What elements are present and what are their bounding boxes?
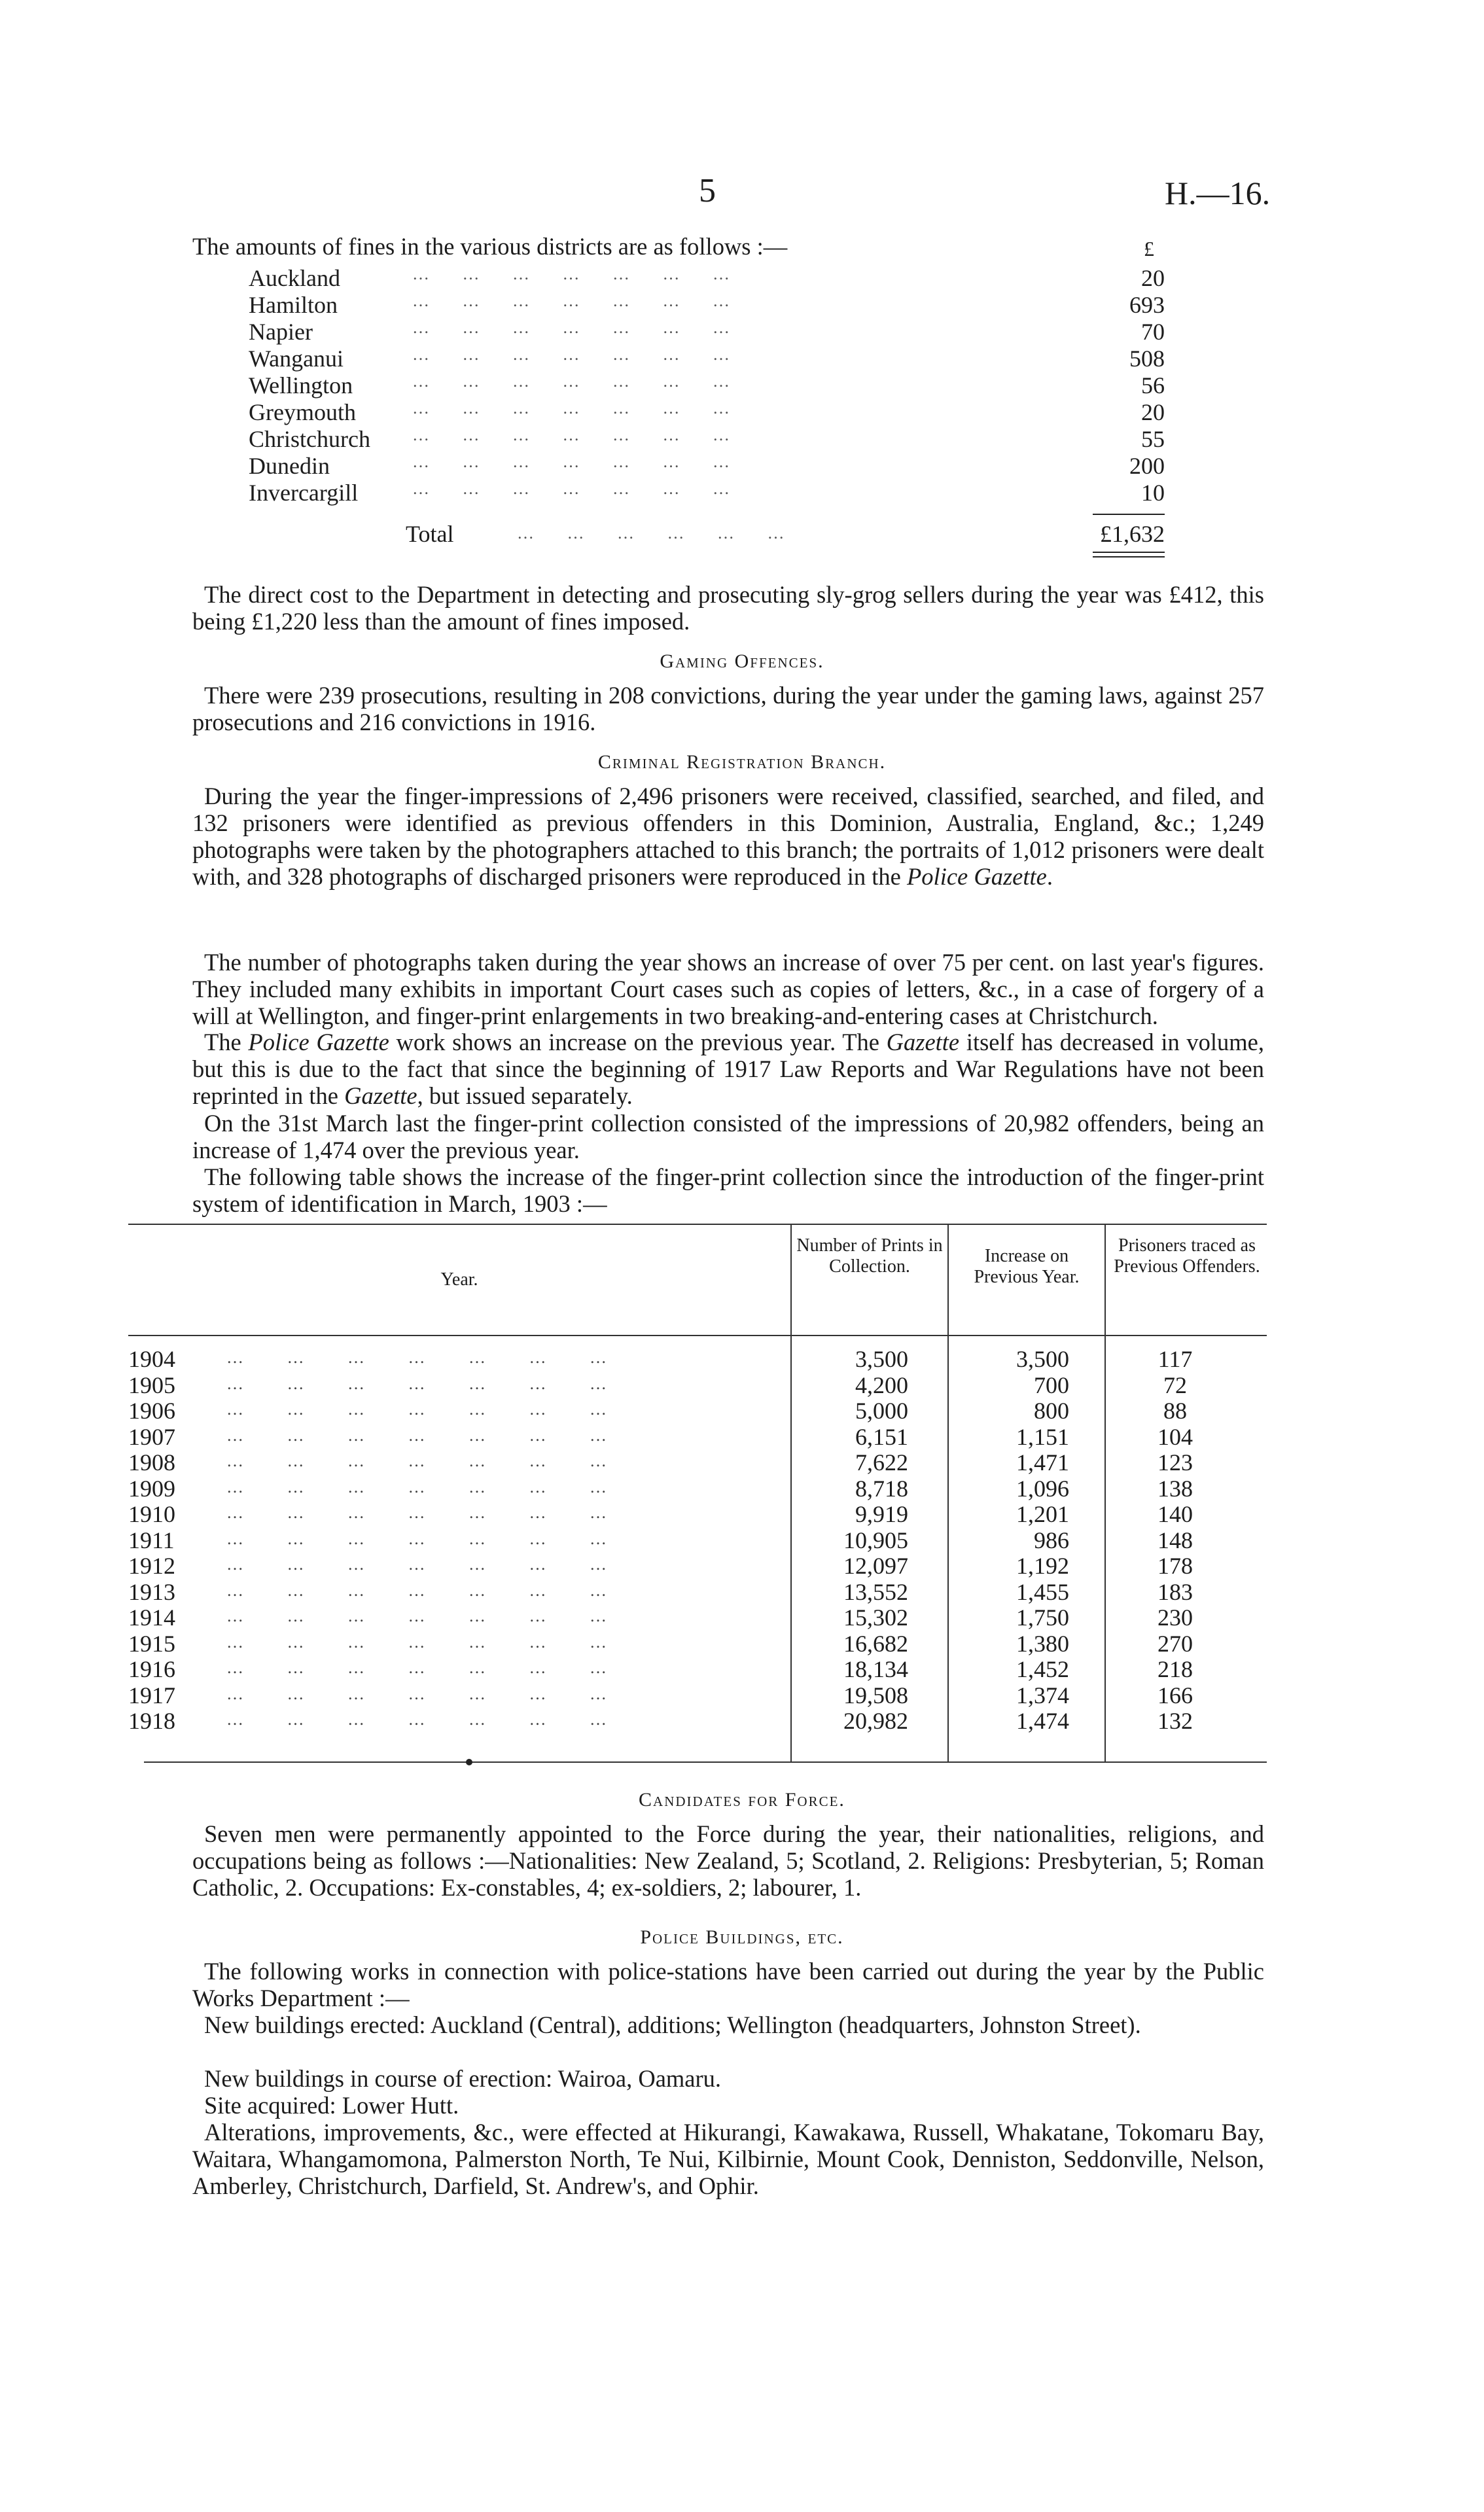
- table-row: [128, 1397, 1267, 1423]
- table-row: [128, 1527, 1267, 1553]
- table-cell-prints: 12,097: [843, 1553, 908, 1579]
- table-row-leader: … … … … … … …: [226, 1400, 626, 1419]
- criminal-paragraph-4: On the 31st March last the finger-print collection consisted of the impressions of 20,982 offenders, being an increase of 1,474 over the previous year.: [192, 1110, 1264, 1163]
- table-cell-increase: 1,750: [1016, 1604, 1069, 1631]
- table-bottom-dot: [466, 1759, 472, 1765]
- fines-row: [249, 345, 1165, 371]
- table-cell-increase: 1,192: [1016, 1553, 1069, 1579]
- table-row-leader: … … … … … … …: [226, 1555, 626, 1574]
- buildings-paragraph-1: The following works in connection with police-stations have been carried out during the year by the Public Works Department :—: [192, 1958, 1264, 2011]
- table-cell-traced: 138: [1157, 1476, 1193, 1502]
- criminal-p3-text-b: work shows an increase on the previous year. The: [389, 1029, 887, 1055]
- table-row: [128, 1345, 1267, 1371]
- fines-total-leader: … … … … … …: [517, 523, 799, 542]
- criminal-p3-text-d: , but issued separately.: [417, 1082, 633, 1109]
- table-cell-increase: 1,471: [1016, 1449, 1069, 1476]
- table-cell-year: 1904: [128, 1346, 175, 1372]
- fines-row: [249, 318, 1165, 344]
- table-row-leader: … … … … … … …: [226, 1503, 626, 1522]
- total-rule-bottom-1: [1093, 552, 1165, 553]
- table-cell-traced: 230: [1157, 1604, 1193, 1631]
- table-cell-traced: 183: [1157, 1579, 1193, 1605]
- table-cell-increase: 3,500: [1016, 1346, 1069, 1372]
- criminal-p3-text-a: The: [204, 1029, 249, 1055]
- table-cell-year: 1918: [128, 1708, 175, 1734]
- fines-leader: … … … … … … …: [412, 372, 744, 391]
- table-cell-traced: 72: [1163, 1372, 1187, 1398]
- table-cell-increase: 1,455: [1016, 1579, 1069, 1605]
- table-cell-traced: 178: [1157, 1553, 1193, 1579]
- fines-district: Greymouth: [249, 399, 356, 425]
- buildings-paragraph-5: Alterations, improvements, &c., were effected at Hikurangi, Kawakawa, Russell, Whakatane, Tokomaru Bay, Waitara, Whangamomona, Palmerston North, Te Nui, Kilbirnie, Mount Cook, Denniston, Seddonville, Nelson, Amberley, Christchurch, Darfield, St. Andrew's, and Ophir.: [192, 2119, 1264, 2199]
- table-cell-year: 1917: [128, 1682, 175, 1708]
- table-header-rule: [128, 1335, 1267, 1336]
- fines-row: [249, 291, 1165, 317]
- table-cell-prints: 9,919: [855, 1501, 908, 1527]
- fines-row: [249, 264, 1165, 291]
- table-row: [128, 1552, 1267, 1578]
- table-cell-increase: 1,201: [1016, 1501, 1069, 1527]
- table-bottom-rule: [144, 1761, 1267, 1763]
- table-cell-traced: 270: [1157, 1631, 1193, 1657]
- table-row: [128, 1707, 1267, 1733]
- table-cell-increase: 1,374: [1016, 1682, 1069, 1708]
- fines-leader: … … … … … … …: [412, 318, 744, 337]
- table-row: [128, 1371, 1267, 1398]
- table-cell-prints: 15,302: [843, 1604, 908, 1631]
- fines-amount: 56: [1141, 372, 1165, 398]
- buildings-paragraph-4: Site acquired: Lower Hutt.: [204, 2092, 459, 2119]
- table-header-increase: Increase on Previous Year.: [974, 1246, 1080, 1287]
- fines-leader: … … … … … … …: [412, 264, 744, 283]
- fines-row: [249, 398, 1165, 425]
- fines-amount: 200: [1129, 453, 1165, 479]
- fines-row: [249, 425, 1165, 451]
- fines-leader: … … … … … … …: [412, 452, 744, 471]
- fines-total-label: Total: [406, 521, 454, 547]
- table-cell-prints: 4,200: [855, 1372, 908, 1398]
- table-cell-traced: 218: [1157, 1656, 1193, 1682]
- currency-label: £: [1144, 237, 1154, 260]
- table-row-leader: … … … … … … …: [226, 1451, 626, 1470]
- table-row-leader: … … … … … … …: [226, 1348, 626, 1367]
- criminal-p3-gazette: Gazette: [886, 1029, 960, 1055]
- table-cell-increase: 986: [1034, 1527, 1069, 1553]
- table-row-leader: … … … … … … …: [226, 1529, 626, 1548]
- table-row: [128, 1500, 1267, 1527]
- table-cell-prints: 18,134: [843, 1656, 908, 1682]
- table-cell-year: 1906: [128, 1398, 175, 1424]
- table-cell-traced: 88: [1163, 1398, 1187, 1424]
- table-cell-traced: 166: [1157, 1682, 1193, 1708]
- fines-amount: 55: [1141, 426, 1165, 452]
- table-cell-prints: 5,000: [855, 1398, 908, 1424]
- criminal-p1-text-b: .: [1046, 863, 1053, 890]
- table-header-year: Year.: [440, 1269, 478, 1290]
- document-reference: H.—16.: [1165, 175, 1271, 211]
- gaming-offences-heading: Gaming Offences.: [660, 650, 824, 672]
- table-row: [128, 1682, 1267, 1708]
- criminal-p1-text-a: During the year the finger-impressions of 2,496 prisoners were received, classified, searched, and filed, and 132 prisoners were identified as previous offenders in this Dominion, Australia, England, &c.; 1,249 photographs were taken by the photographers attached to this branch; the portraits of 1,012 prisoners were dealt with, and 328 photographs of discharged prisoners were reproduced in the: [192, 783, 1264, 890]
- criminal-paragraph-5: The following table shows the increase of the finger-print collection since the introduction of the finger-print system of identification in March, 1903 :—: [192, 1163, 1264, 1217]
- table-cell-increase: 1,096: [1016, 1476, 1069, 1502]
- criminal-p3-police-gazette: Police Gazette: [248, 1029, 389, 1055]
- table-cell-year: 1914: [128, 1604, 175, 1631]
- table-row: [128, 1604, 1267, 1630]
- police-buildings-heading: Police Buildings, etc.: [640, 1926, 844, 1948]
- table-cell-increase: 700: [1034, 1372, 1069, 1398]
- fines-district: Dunedin: [249, 453, 330, 479]
- fines-leader: … … … … … … …: [412, 479, 744, 498]
- fines-row: [249, 452, 1165, 478]
- table-cell-prints: 20,982: [843, 1708, 908, 1734]
- fines-leader: … … … … … … …: [412, 398, 744, 417]
- fines-amount: 20: [1141, 265, 1165, 291]
- table-cell-year: 1908: [128, 1449, 175, 1476]
- criminal-p3-gazette-2: Gazette: [344, 1082, 417, 1109]
- criminal-paragraph-1: [192, 783, 1264, 890]
- table-cell-increase: 1,474: [1016, 1708, 1069, 1734]
- table-row: [128, 1423, 1267, 1449]
- table-row-leader: … … … … … … …: [226, 1633, 626, 1652]
- table-cell-year: 1905: [128, 1372, 175, 1398]
- fines-district: Wanganui: [249, 345, 344, 372]
- table-cell-prints: 3,500: [855, 1346, 908, 1372]
- table-row-leader: … … … … … … …: [226, 1684, 626, 1703]
- table-cell-traced: 148: [1157, 1527, 1193, 1553]
- fines-amount: 508: [1129, 345, 1165, 372]
- table-cell-traced: 132: [1157, 1708, 1193, 1734]
- table-cell-traced: 140: [1157, 1501, 1193, 1527]
- fines-row: [249, 479, 1165, 505]
- table-row-leader: … … … … … … …: [226, 1710, 626, 1729]
- table-cell-increase: 1,151: [1016, 1424, 1069, 1450]
- table-row: [128, 1449, 1267, 1475]
- direct-cost-paragraph: The direct cost to the Department in detecting and prosecuting sly-grog sellers during the year was £412, this being £1,220 less than the amount of fines imposed.: [192, 581, 1264, 635]
- fines-total-amount: £1,632: [1100, 521, 1165, 547]
- table-row-leader: … … … … … … …: [226, 1658, 626, 1677]
- criminal-paragraph-2: The number of photographs taken during the year shows an increase of over 75 per cent. on last year's figures. They included many exhibits in important Court cases such as copies of letters, &c., in a case of forgery of a will at Wellington, and finger-print enlargements in two breaking-and-entering cases at Christchurch.: [192, 949, 1264, 1029]
- buildings-paragraph-2: New buildings erected: Auckland (Central), additions; Wellington (headquarters, Johnston Street).: [204, 2011, 1141, 2038]
- table-header-prints: Number of Prints in Collection.: [796, 1235, 943, 1277]
- buildings-paragraph-3: New buildings in course of erection: Wairoa, Oamaru.: [204, 2065, 722, 2092]
- table-cell-increase: 1,380: [1016, 1631, 1069, 1657]
- total-rule-bottom-2: [1093, 556, 1165, 557]
- table-cell-year: 1910: [128, 1501, 175, 1527]
- candidates-heading: Candidates for Force.: [639, 1789, 845, 1811]
- fines-leader: … … … … … … …: [412, 345, 744, 364]
- table-row-leader: … … … … … … …: [226, 1374, 626, 1393]
- candidates-paragraph: Seven men were permanently appointed to the Force during the year, their nationalities, religions, and occupations being as follows :—Nationalities: New Zealand, 5; Scotland, 2. Religions: Presbyterian, 5; Roman Catholic, 2. Occupations: Ex-constables, 4; ex-soldiers, 2; labourer, 1.: [192, 1820, 1264, 1901]
- page-number: 5: [699, 172, 716, 209]
- fines-amount: 10: [1141, 480, 1165, 506]
- table-row: [128, 1655, 1267, 1682]
- table-cell-year: 1913: [128, 1579, 175, 1605]
- fines-leader: … … … … … … …: [412, 425, 744, 444]
- fines-leader: … … … … … … …: [412, 291, 744, 310]
- table-cell-year: 1907: [128, 1424, 175, 1450]
- criminal-paragraph-3: [192, 1029, 1264, 1109]
- table-top-rule: [128, 1224, 1267, 1225]
- fines-intro: The amounts of fines in the various districts are as follows :—: [192, 233, 788, 260]
- criminal-registration-heading: Criminal Registration Branch.: [597, 751, 887, 773]
- table-row: [128, 1630, 1267, 1656]
- table-cell-year: 1911: [128, 1527, 175, 1553]
- table-cell-prints: 19,508: [843, 1682, 908, 1708]
- fines-district: Auckland: [249, 265, 340, 291]
- fines-amount: 70: [1141, 319, 1165, 345]
- table-header-traced: Prisoners traced as Previous Offenders.: [1114, 1235, 1260, 1277]
- table-row: [128, 1475, 1267, 1501]
- table-row-leader: … … … … … … …: [226, 1426, 626, 1445]
- fines-district: Hamilton: [249, 292, 338, 318]
- fines-district: Invercargill: [249, 480, 359, 506]
- table-cell-traced: 104: [1157, 1424, 1193, 1450]
- table-cell-increase: 1,452: [1016, 1656, 1069, 1682]
- table-cell-year: 1916: [128, 1656, 175, 1682]
- table-row: [128, 1578, 1267, 1604]
- criminal-p3-text-c: itself has decreased in volume, but this is due to the fact that since the beginning of 1917 Law Reports and War Regulations have not been reprinted in the: [192, 1029, 1264, 1109]
- table-cell-prints: 13,552: [843, 1579, 908, 1605]
- table-cell-traced: 123: [1157, 1449, 1193, 1476]
- table-cell-year: 1915: [128, 1631, 175, 1657]
- fines-row: [249, 372, 1165, 398]
- fines-district: Christchurch: [249, 426, 370, 452]
- table-cell-traced: 117: [1157, 1346, 1193, 1372]
- fines-district: Wellington: [249, 372, 353, 398]
- table-cell-prints: 10,905: [843, 1527, 908, 1553]
- fines-amount: 693: [1129, 292, 1165, 318]
- table-cell-prints: 16,682: [843, 1631, 908, 1657]
- gaming-paragraph: There were 239 prosecutions, resulting in 208 convictions, during the year under the gaming laws, against 257 prosecutions and 216 convictions in 1916.: [192, 682, 1264, 735]
- table-cell-year: 1909: [128, 1476, 175, 1502]
- table-cell-prints: 8,718: [855, 1476, 908, 1502]
- table-cell-prints: 6,151: [855, 1424, 908, 1450]
- table-cell-year: 1912: [128, 1553, 175, 1579]
- criminal-p1-gazette: Police Gazette: [907, 863, 1047, 890]
- fines-district: Napier: [249, 319, 313, 345]
- table-cell-increase: 800: [1034, 1398, 1069, 1424]
- fines-amount: 20: [1141, 399, 1165, 425]
- table-row-leader: … … … … … … …: [226, 1606, 626, 1625]
- table-cell-prints: 7,622: [855, 1449, 908, 1476]
- table-row-leader: … … … … … … …: [226, 1581, 626, 1600]
- table-row-leader: … … … … … … …: [226, 1477, 626, 1496]
- total-rule-top: [1093, 514, 1165, 515]
